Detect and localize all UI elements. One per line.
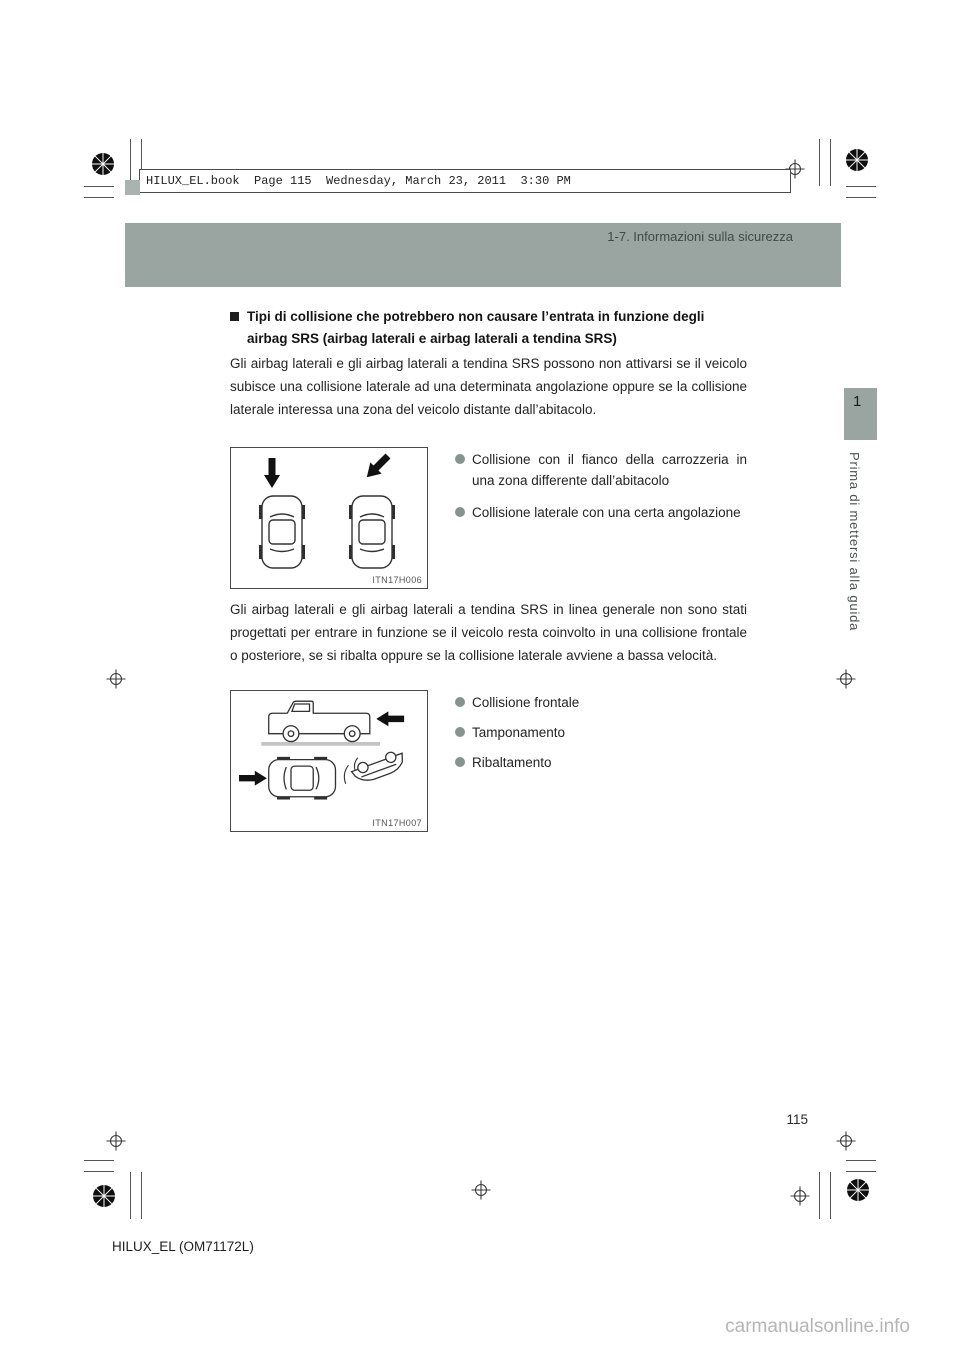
- list-item: [455, 449, 747, 491]
- crop-mark: [84, 1171, 114, 1172]
- figure-1: [230, 447, 428, 589]
- figure-2: [230, 690, 428, 832]
- crop-mark: [130, 1172, 131, 1219]
- print-job-header: HILUX_EL.book Page 115 Wednesday, March 23, 2011 3:30 PM: [139, 169, 791, 193]
- topic-heading-text: Tipi di collisione che potrebbero non causare l’entrata in funzione degli airbag SRS (airbag laterali e airbag laterali a tendina SRS): [247, 309, 705, 346]
- crop-mark: [846, 1160, 876, 1161]
- figure-2-code: ITN17H007: [372, 818, 422, 828]
- crop-mark: [819, 1172, 820, 1219]
- registration-star-icon: [91, 152, 115, 176]
- registration-target-icon: [106, 1131, 126, 1151]
- registration-target-icon: [471, 1180, 491, 1200]
- list-item-text: Tamponamento: [472, 725, 566, 740]
- crop-mark: [846, 197, 876, 198]
- list-item-text: Collisione laterale con una certa angolazione: [472, 505, 741, 520]
- paragraph-2: Gli airbag laterali e gli airbag laterali a tendina SRS in linea generale non sono stati progettati per entrare in funzione se il veicolo resta coinvolto in una collisione frontale o posteriore, se si ribalta oppure se la collisione laterale avviene a bassa velocità.: [230, 602, 747, 663]
- list-item-text: Collisione frontale: [472, 695, 580, 710]
- bullet-icon: [455, 757, 465, 767]
- document-code: HILUX_EL (OM71172L): [112, 1239, 254, 1254]
- fold-mark: [125, 180, 140, 195]
- bullet-icon: [455, 727, 465, 737]
- square-bullet-icon: [230, 312, 239, 321]
- figure-1-code: ITN17H006: [372, 575, 422, 585]
- topic-heading: [230, 306, 747, 350]
- registration-star-icon: [846, 1178, 870, 1202]
- section-header-band: [125, 223, 841, 287]
- crop-mark: [846, 1171, 876, 1172]
- registration-star-icon: [845, 148, 869, 172]
- bullet-icon: [455, 454, 465, 464]
- crop-mark: [84, 197, 114, 198]
- list-item-text: Ribaltamento: [472, 755, 552, 770]
- bullet-icon: [455, 697, 465, 707]
- registration-star-icon: [92, 1184, 116, 1208]
- crop-mark: [819, 139, 820, 186]
- list-item: [455, 502, 747, 523]
- list-item: [455, 722, 747, 743]
- crop-mark: [84, 186, 114, 187]
- list-item: [455, 752, 747, 773]
- bullet-icon: [455, 507, 465, 517]
- registration-target-icon: [106, 669, 126, 689]
- page-number: 115: [786, 1112, 808, 1127]
- crop-mark: [130, 139, 131, 186]
- section-header-text: 1-7. Informazioni sulla sicurezza: [607, 229, 793, 244]
- registration-target-icon: [790, 1186, 810, 1206]
- crop-mark: [846, 186, 876, 187]
- figure-1-bullet-list: [455, 449, 747, 534]
- watermark: carmanualsonline.info: [725, 1316, 910, 1337]
- list-item-text: Collisione con il fianco della carrozzeria in una zona differente dall’abitacolo: [472, 452, 747, 488]
- chapter-number: 1: [853, 393, 862, 410]
- side-collision-illustration: [231, 448, 427, 576]
- frontal-rear-rollover-illustration: [231, 691, 427, 819]
- list-item: [455, 692, 747, 713]
- crop-mark: [830, 1172, 831, 1219]
- chapter-tab-label: Prima di mettersi alla guida: [847, 452, 862, 632]
- registration-target-icon: [836, 1131, 856, 1151]
- figure-2-bullet-list: [455, 692, 747, 782]
- chapter-tab: [844, 388, 877, 440]
- crop-mark: [141, 1172, 142, 1219]
- paragraph-1: Gli airbag laterali e gli airbag laterali a tendina SRS possono non attivarsi se il veicolo subisce una collisione laterale ad una determinata angolazione oppure se la collisione laterale interessa una zona del veicolo distante dall’abitacolo.: [230, 356, 747, 417]
- crop-mark: [830, 139, 831, 186]
- crop-mark: [84, 1160, 114, 1161]
